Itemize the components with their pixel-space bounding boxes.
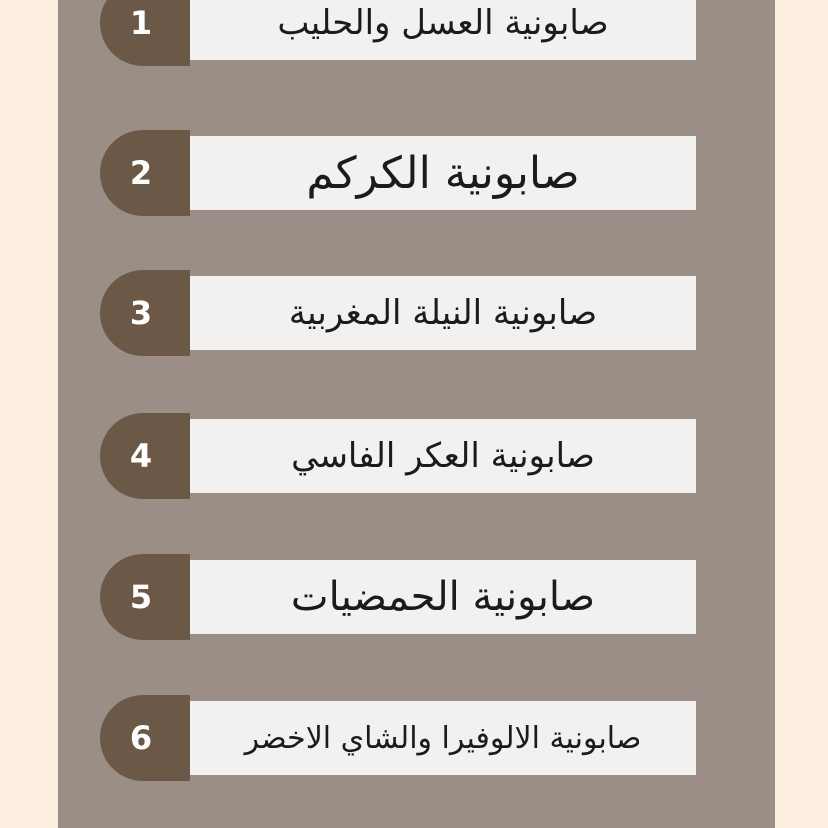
item-number-badge: 4 xyxy=(100,413,190,499)
item-label: صابونية الالوفيرا والشاي الاخضر xyxy=(244,720,642,756)
item-label-bar xyxy=(190,136,696,210)
page-background-left xyxy=(0,0,58,828)
item-label: صابونية العسل والحليب xyxy=(277,3,609,43)
page-background-right xyxy=(775,0,828,828)
item-number-badge: 6 xyxy=(100,695,190,781)
item-label: صابونية الكركم xyxy=(306,147,580,199)
list-item xyxy=(100,270,696,356)
item-number-badge: 3 xyxy=(100,270,190,356)
item-label-bar xyxy=(190,0,696,60)
item-label-bar xyxy=(190,701,696,775)
list-item xyxy=(100,554,696,640)
item-label: صابونية النيلة المغربية xyxy=(288,293,598,333)
item-label-bar xyxy=(190,419,696,493)
item-number-badge: 2 xyxy=(100,130,190,216)
list-item xyxy=(100,0,696,66)
list-item xyxy=(100,695,696,781)
item-label: صابونية العكر الفاسي xyxy=(291,436,595,476)
item-label-bar xyxy=(190,560,696,634)
item-number-badge: 1 xyxy=(100,0,190,66)
list-item xyxy=(100,130,696,216)
item-label-bar xyxy=(190,276,696,350)
item-label: صابونية الحمضيات xyxy=(290,574,596,620)
list-item xyxy=(100,413,696,499)
item-number-badge: 5 xyxy=(100,554,190,640)
